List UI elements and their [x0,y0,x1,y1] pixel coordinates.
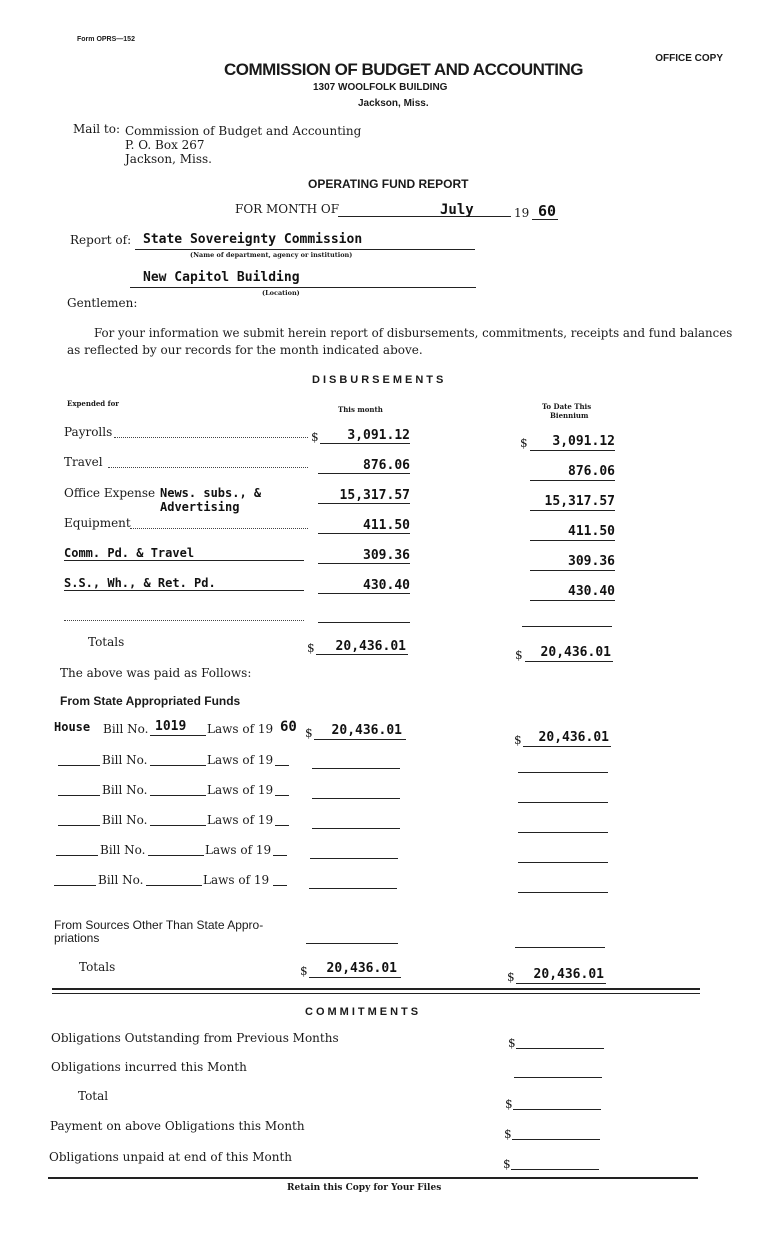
amount-todate-travel: 876.06 [568,464,615,479]
other-sources-line1: From Sources Other Than State Appro- [54,918,264,932]
commitments-heading: COMMITMENTS [305,1006,422,1018]
bill-label: Bill No. [102,753,148,767]
amount-todate-equipment: 411.50 [568,524,615,539]
laws-label: Laws of 19 [203,873,270,887]
laws-label: Laws of 19 [207,753,274,767]
commitment-label-total: Total [78,1089,109,1103]
intro-line2: as reflected by our records for the month indicated above. [67,343,423,357]
laws-year: 60 [280,719,297,735]
row-label-ss: S.S., Wh., & Ret. Pd. [64,576,216,590]
report-of-value: State Sovereignty Commission [143,232,363,247]
dollar-sign: $ [305,726,313,740]
mail-to-line2: P. O. Box 267 [125,138,205,152]
dollar-sign: $ [300,964,308,978]
form-number: Form OPRS—152 [77,36,135,43]
amount-month-payrolls: 3,091.12 [347,428,410,443]
amount-month-equipment: 411.50 [363,518,410,533]
report-of-label: Report of: [70,233,132,247]
bill-month-amount: 20,436.01 [331,723,402,738]
mail-to-label: Mail to: [73,122,121,136]
laws-label: Laws of 19 [207,722,274,736]
laws-label: Laws of 19 [207,813,274,827]
amount-month-travel: 876.06 [363,458,410,473]
commitment-label-payment: Payment on above Obligations this Month [50,1119,305,1133]
amount-todate-office-expense: 15,317.57 [544,494,615,509]
commitment-label-unpaid: Obligations unpaid at end of this Month [49,1150,292,1164]
laws-label: Laws of 19 [205,843,272,857]
bill-type-house: House [54,720,91,734]
commitment-label-outstanding: Obligations Outstanding from Previous Months [51,1031,339,1045]
amount-month-ss: 430.40 [363,578,410,593]
location-caption: (Location) [262,289,300,297]
footer-note: Retain this Copy for Your Files [287,1183,442,1193]
month-label: FOR MONTH OF [235,202,340,216]
amount-todate-payrolls: 3,091.12 [552,434,615,449]
dollar-sign: $ [504,1127,512,1141]
row-label-equipment: Equipment [64,516,131,530]
row-label-comm: Comm. Pd. & Travel [64,546,195,560]
from-state-funds: From State Appropriated Funds [60,694,241,708]
row-label-travel: Travel [64,455,103,469]
bill-label: Bill No. [100,843,146,857]
bill-label: Bill No. [102,783,148,797]
amount-todate-comm: 309.36 [568,554,615,569]
other-sources-line2: priations [54,931,100,945]
commitment-label-incurred: Obligations incurred this Month [51,1060,247,1074]
office-copy-label: OFFICE COPY [655,53,723,64]
amount-month-office-expense: 15,317.57 [339,488,410,503]
laws-label: Laws of 19 [207,783,274,797]
amount-month-comm: 309.36 [363,548,410,563]
report-of-caption: (Name of department, agency or institution) [190,251,353,259]
header-city: Jackson, Miss. [358,98,429,109]
totals2-month: 20,436.01 [326,961,397,976]
dollar-sign: $ [307,641,315,655]
mail-to-line3: Jackson, Miss. [125,152,212,166]
bill-label: Bill No. [103,722,149,736]
total-month: 20,436.01 [335,639,406,654]
salutation: Gentlemen: [67,296,138,310]
col-month-header: This month [338,405,383,414]
totals-label: Totals [88,635,125,649]
dollar-sign: $ [311,430,319,444]
totals2-todate: 20,436.01 [533,967,604,982]
header-building: 1307 WOOLFOLK BUILDING [313,82,448,93]
bill-label: Bill No. [102,813,148,827]
dollar-sign: $ [515,648,523,662]
office-expense-detail: News. subs., & Advertising [160,486,262,514]
dollar-sign: $ [505,1097,513,1111]
paid-as-follows: The above was paid as Follows: [60,666,252,680]
col-todate-header-1: To Date This [542,402,592,411]
col-todate-header-2: Biennium [550,411,589,420]
disbursements-heading: DISBURSEMENTS [312,374,447,386]
total-todate: 20,436.01 [540,645,611,660]
dollar-sign: $ [520,436,528,450]
location-value: New Capitol Building [143,270,300,285]
bill-todate-amount: 20,436.01 [538,730,609,745]
year-prefix: 19 [514,206,530,220]
report-title: OPERATING FUND REPORT [308,177,469,191]
amount-todate-ss: 430.40 [568,584,615,599]
bill-number: 1019 [155,719,187,734]
row-label-payrolls: Payrolls [64,425,113,439]
bill-label: Bill No. [98,873,144,887]
dollar-sign: $ [508,1036,516,1050]
dollar-sign: $ [507,970,515,984]
month-value: July [440,202,474,218]
col-expended-header: Expended for [67,399,119,408]
dollar-sign: $ [503,1157,511,1171]
dollar-sign: $ [514,733,522,747]
mail-to-line1: Commission of Budget and Accounting [125,124,362,138]
header-title: COMMISSION OF BUDGET AND ACCOUNTING [224,60,584,79]
row-label-office-expense: Office Expense [64,486,156,500]
year-value: 60 [538,202,557,220]
intro-line1: For your information we submit herein report of disbursements, commitments, receipts and fund balances [94,326,733,340]
totals2-label: Totals [79,960,116,974]
